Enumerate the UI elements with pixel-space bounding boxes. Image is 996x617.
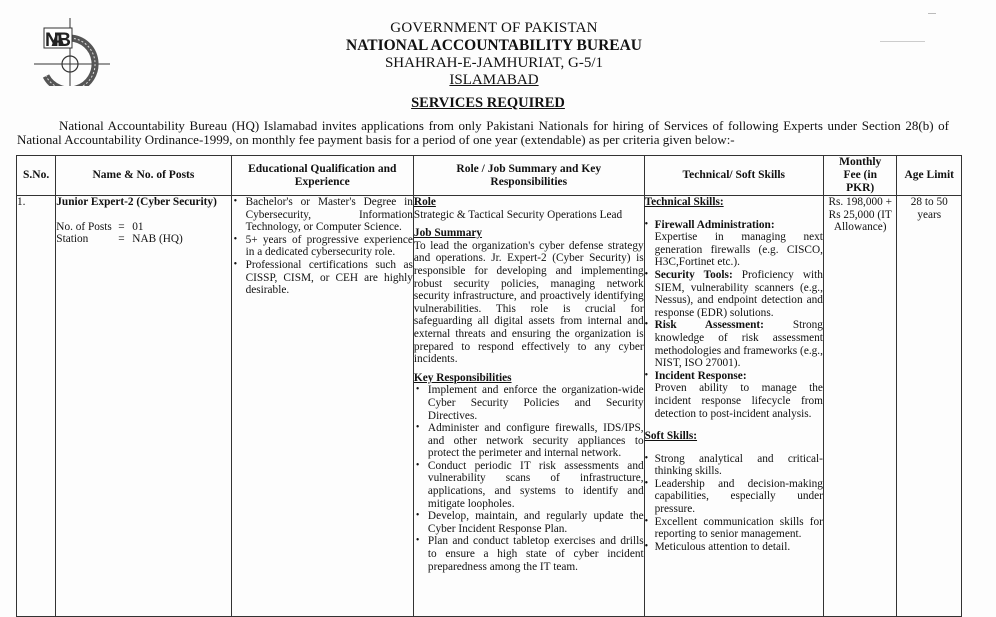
role-text: Strategic & Tactical Security Operations Lead [413, 208, 623, 221]
responsibility-item: • Implement and enforce the organization-wide Cyber Security Policies and Security Directives. [414, 384, 644, 422]
svg-text:NAB: NAB [45, 30, 71, 51]
soft-skill-item: • Meticulous attention to detail. [645, 541, 823, 554]
posts-label: No. of Posts [56, 220, 112, 233]
header-skills: Technical/ Soft Skills [644, 156, 823, 196]
header-sno: S.No. [17, 156, 56, 196]
technical-skill-item [645, 319, 823, 369]
skill-label: Firewall Administration: [654, 218, 775, 231]
cell-age-limit: 28 to 50 years [897, 196, 962, 617]
post-title: Junior Expert-2 (Cyber Security) [56, 196, 217, 208]
role-heading: Role [413, 196, 436, 208]
intro-paragraph: National Accountability Bureau (HQ) Islamabad invites applications from only Pakistani Nationals for hiring of Services of following Experts under Section 28(b) of National Accountability Ordinance-1999, on monthly fee payment basis for a period of one year (extendable) as per criteria given below:- [17, 118, 949, 147]
header-bureau: NATIONAL ACCOUNTABILITY BUREAU [346, 37, 642, 54]
soft-skill-item: • Strong analytical and critical-thinking skills. [645, 453, 823, 478]
job-summary-text: To lead the organization's cyber defense strategy and operations. Jr. Expert-2 (Cyber Security) is responsible for developing and implementing robust security policies, managing network security infrastructure, and proactively identifying vulnerabilities. This role is crucial for safeguarding all digital assets from internal and external threats and ensuring the organization is prepared to respond effectively to any cyber incidents. [413, 239, 644, 366]
soft-skills-list [645, 453, 823, 554]
skill-text: Expertise in managing next generation firewalls (e.g. CISCO, H3C,Fortinet etc.). [654, 231, 823, 269]
job-summary-heading: Job Summary [413, 227, 483, 240]
page-title: SERVICES REQUIRED [411, 95, 565, 111]
header-fee: Monthly Fee (in PKR) [823, 156, 897, 196]
cell-sno: 1. [17, 196, 56, 617]
cell-education [231, 196, 413, 617]
equals-sign: = [118, 233, 125, 246]
responsibilities-heading: Key Responsibilities [413, 371, 512, 384]
skill-label: Risk Assessment: [654, 319, 764, 332]
cell-role [413, 196, 644, 617]
education-item: • Professional certifications such as CISSP, CISM, or CEH are highly desirable. [232, 259, 413, 297]
header-role: Role / Job Summary and Key Responsibilities [413, 156, 644, 196]
soft-skill-item: • Excellent communication skills for reporting to senior management. [645, 516, 823, 541]
responsibilities-list [414, 384, 644, 573]
equals-sign: = [118, 220, 125, 233]
soft-skills-heading: Soft Skills: [644, 430, 698, 443]
responsibility-item: • Plan and conduct tabletop exercises and drills to ensure a high state of cyber incident preparedness among the IT team. [414, 535, 644, 573]
services-table [16, 155, 962, 617]
responsibility-item: • Conduct periodic IT risk assessments and vulnerability scans of infrastructure, applications, and systems to identify and mitigate loopholes. [414, 460, 644, 510]
header-age: Age Limit [897, 156, 962, 196]
posts-value: 01 [132, 220, 144, 233]
header-city: ISLAMABAD [449, 72, 539, 88]
education-item: • Bachelor's or Master's Degree in Cybersecurity, Information Technology, or Computer Science. [232, 196, 413, 234]
skill-text: Proven ability to manage the incident response lifecycle from detection to post-incident analysis. [654, 382, 823, 420]
scan-artifact [928, 13, 936, 14]
soft-skill-item: • Leadership and decision-making capabilities, especially under pressure. [645, 478, 823, 516]
station-row [56, 233, 230, 246]
table-row [17, 196, 962, 617]
education-list [232, 196, 413, 297]
technical-skill-item [645, 269, 823, 319]
education-item: • 5+ years of progressive experience in a dedicated cybersecurity role. [232, 234, 413, 259]
skill-label: Incident Response: [654, 369, 747, 382]
table-header-row [17, 156, 962, 196]
station-value: NAB (HQ) [132, 233, 183, 246]
cell-monthly-fee: Rs. 198,000 + Rs 25,000 (IT Allowance) [823, 196, 897, 617]
cell-post [56, 196, 231, 617]
posts-count-row [56, 221, 230, 234]
header-name: Name & No. of Posts [56, 156, 231, 196]
station-label: Station [56, 233, 89, 246]
scan-artifact [880, 41, 925, 42]
responsibility-item: • Develop, maintain, and regularly update the Cyber Incident Response Plan. [414, 510, 644, 535]
skill-text: Strong knowledge of risk assessment methodologies and frameworks (e.g., NIST, ISO 27001). [654, 319, 823, 370]
technical-skill-item [645, 370, 823, 420]
responsibility-item: • Administer and configure firewalls, IDS/IPS, and other network security appliances to protect the perimeter and internal network. [414, 422, 644, 460]
technical-skill-item [645, 219, 823, 269]
technical-skills-heading: Technical Skills: [644, 196, 724, 208]
header-address: SHAHRAH-E-JAMHURIAT, G-5/1 [384, 55, 604, 71]
cell-skills [644, 196, 823, 617]
skill-text: Proficiency with SIEM, vulnerability scanners (e.g., Nessus), and endpoint detection and response (EDR) solutions. [654, 268, 823, 319]
header-education: Educational Qualification and Experience [231, 156, 413, 196]
header-government: GOVERNMENT OF PAKISTAN [390, 20, 598, 36]
technical-skills-list [645, 219, 823, 421]
skill-label: Security Tools: [654, 268, 733, 281]
